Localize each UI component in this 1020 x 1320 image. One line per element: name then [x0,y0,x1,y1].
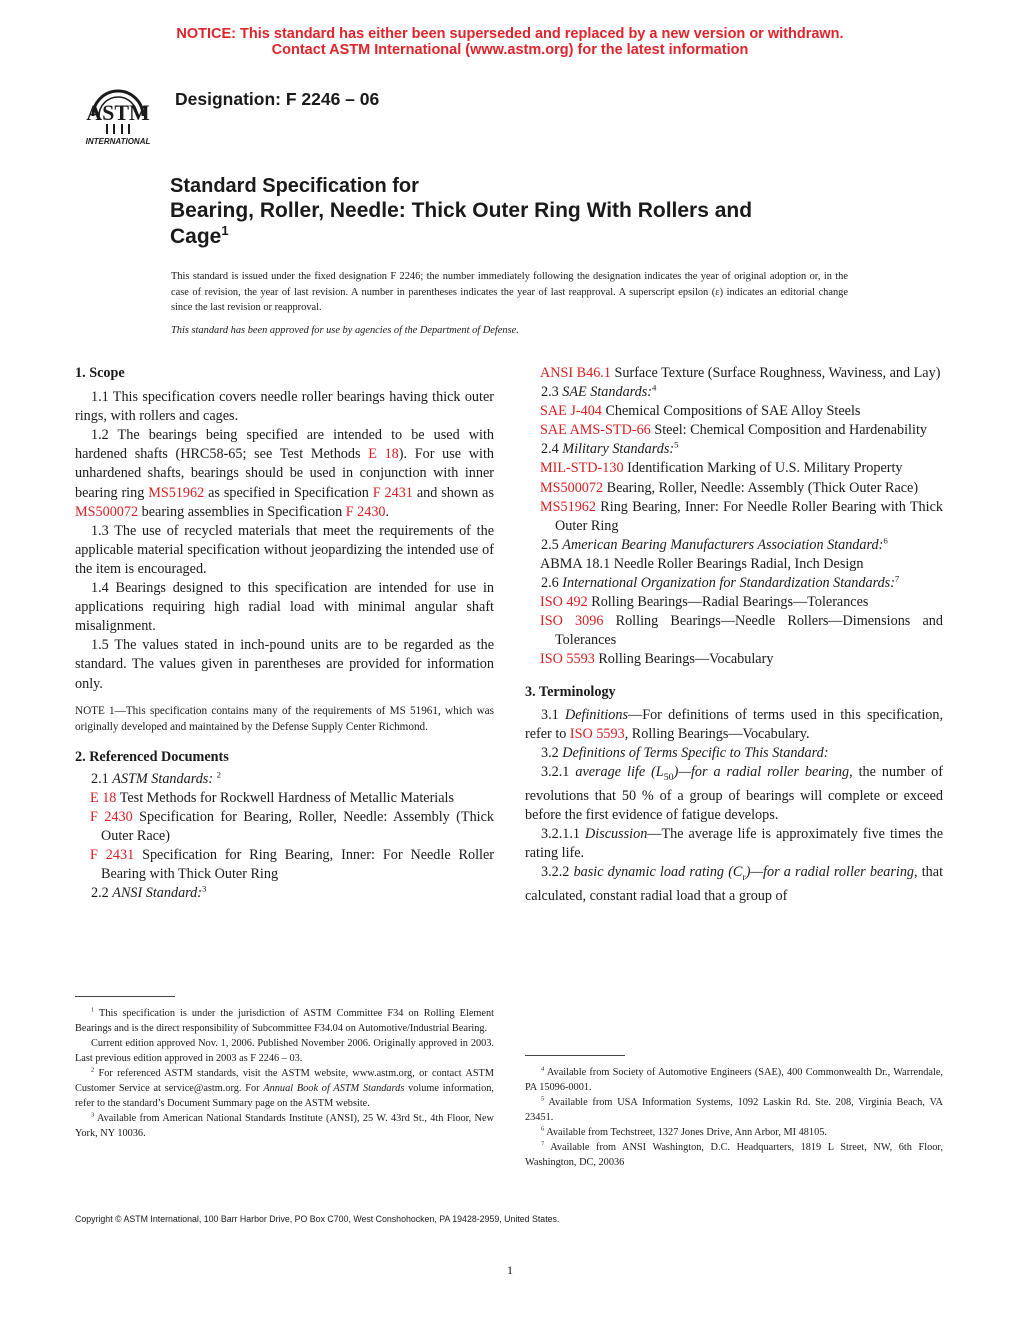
ref-iso-5593: ISO 5593 Rolling Bearings—Vocabulary [540,651,774,668]
title-line-3: Cage$^1$ [170,223,229,248]
link-iso-492[interactable]: ISO 492 [540,594,588,611]
ref-f2430: F 2430 Specification for Bearing, Roller, Needle: Assembly (Thick Outer Race) [90,808,494,844]
link-ref-ms51962[interactable]: MS51962 [540,498,596,515]
link-e18[interactable]: E 18 [368,446,399,463]
link-ms500072[interactable]: MS500072 [75,503,139,520]
link-ansi-b46[interactable]: ANSI B46.1 [540,365,611,381]
astm-logo-graphic [77,76,159,148]
right-column [525,364,943,906]
section-terminology-heading: 3. Terminology [525,683,616,700]
footnote-7: $^7$ Available from ANSI Washington, D.C. Headquarters, 1819 L Street, NW, 6th Floor, Washington, DC, 20036 [525,1140,943,1168]
ref-sae-j404: SAE J-404 Chemical Compositions of SAE Alloy Steels [540,403,861,420]
footnote-5: $^5$ Available from USA Information Systems, 1092 Laskin Rd. Ste. 208, Virginia Beach, VA 23451. [525,1095,943,1123]
dod-approval-note: This standard has been approved for use by agencies of the Department of Defense. [171,325,519,336]
para-1-3: 1.3 The use of recycled materials that meet the requirements of the applicable material specification without jeopardizing the intended use of the item is encouraged. [75,522,494,577]
footnote-1: $^1$ This specification is under the jurisdiction of ASTM Committee F34 on Rolling Element Bearings and is the direct responsibility of Subcommittee F34.04 on Automotive/Industrial Bearing. [75,1006,494,1034]
note-1: NOTE 1—This specification contains many of the requirements of MS 51961, which was originally developed and maintained by the Defense Supply Center Richmond. [75,704,494,733]
subsection-2-4: 2.4 Military Standards:$^5$ [541,439,679,458]
page-number: 1 [507,1263,513,1277]
subsection-2-1: 2.1 ASTM Standards: $^2$ [91,768,221,787]
footnote-3: $^3$ Available from American National Standards Institute (ANSI), 25 W. 43rd St., 4th Floor, New York, NY 10036. [75,1111,494,1139]
para-3-2: 3.2 Definitions of Terms Specific to This Standard: [541,744,829,761]
link-sae-j404[interactable]: SAE J-404 [540,403,602,420]
link-iso-5593[interactable]: ISO 5593 [540,651,595,668]
footnote-2: $^2$ For referenced ASTM standards, visit the ASTM website, www.astm.org, or contact ASTM Customer Service at service@astm.org. For Annual Book of ASTM Standards volume information, refer to the standard’s Document Summary page on the ASTM website. [75,1066,495,1109]
link-f2430[interactable]: F 2430 [345,503,386,520]
logo-letters: ASTM [86,100,150,125]
footnote-rule-right [525,1055,625,1056]
para-3-2-1: 3.2.1 average life $(L_{50})—for$ a radial roller bearing, the number of revolutions that 50 % of a group of bearings will complete or exceed before the first evidence of fatigue develops. [525,763,943,823]
ref-ms500072: MS500072 Bearing, Roller, Needle: Assembly (Thick Outer Race) [540,479,919,496]
logo-wordmark: INTERNATIONAL [85,137,151,146]
ref-ansi-b46: ANSI B46.1 Surface Texture (Surface Roughness, Waviness, and Lay) [540,365,941,381]
ref-abma: ABMA 18.1 Needle Roller Bearings Radial, Inch Design [540,555,864,572]
ref-sae-ams: SAE AMS-STD-66 Steel: Chemical Composition and Hardenability [540,422,927,439]
withdrawal-notice-line2: Contact ASTM International (www.astm.org) for the latest information [271,42,749,58]
footnote-1-edition: Current edition approved Nov. 1, 2006. Published November 2006. Originally approved in 2003. Last previous edition approved in 2003 as F 2246 – 03. [75,1038,494,1064]
document-title [170,174,930,250]
para-1-5: 1.5 The values stated in inch-pound units are to be regarded as the standard. The values given in parentheses are provided for information only. [75,637,494,692]
subsection-2-5: 2.5 American Bearing Manufacturers Association Standard:$^6$ [541,535,888,553]
subsection-2-3: 2.3 SAE Standards:$^4$ [541,382,657,401]
copyright-line: Copyright © ASTM International, 100 Barr Harbor Drive, PO Box C700, West Conshohocken, PA 19428-2959, United States. [75,1214,560,1224]
link-term-iso-5593[interactable]: ISO 5593 [569,725,625,742]
link-iso-3096[interactable]: ISO 3096 [540,613,604,630]
para-1-4: 1.4 Bearings designed to this specification are intended for use in applications requiring high radial load with minimal angular shaft misalignment. [75,580,494,635]
link-ref-ms500072[interactable]: MS500072 [540,479,604,496]
link-sae-ams[interactable]: SAE AMS-STD-66 [540,422,651,439]
link-f2431[interactable]: F 2431 [372,484,413,501]
astm-logo [77,76,159,148]
left-column [75,364,494,903]
para-1-2: 1.2 The bearings being specified are intended to be used with hardened shafts (HRC58-65; see Test Methods E 18). For use with unhardened shafts, bearings should be used in conjunction with inner bearing ring MS51962 as specified in Specification F 2431 and shown as MS500072 bearing assemblies in Specification F 2430. [75,427,495,520]
ref-f2431: F 2431 Specification for Ring Bearing, Inner: For Needle Roller Bearing with Thick Outer Ring [90,847,495,883]
link-ref-f2431[interactable]: F 2431 [90,847,135,864]
ref-ms51962: MS51962 Ring Bearing, Inner: For Needle Roller Bearing with Thick Outer Ring [540,498,943,534]
footnote-6: $^6$ Available from Techstreet, 1327 Jones Drive, Ann Arbor, MI 48105. [541,1125,827,1138]
para-3-1: 3.1 Definitions—For definitions of terms used in this specification, refer to ISO 5593, Rolling Bearings—Vocabulary. [525,706,943,742]
footnote-rule-left [75,996,175,997]
title-line-2: Bearing, Roller, Needle: Thick Outer Ring With Rollers and [170,199,753,222]
footnotes-left [75,1006,494,1141]
link-ref-f2430[interactable]: F 2430 [90,808,133,825]
subsection-2-6: 2.6 International Organization for Standardization Standards:$^7$ [541,573,900,592]
footnotes-right [525,1065,943,1170]
link-ref-e18[interactable]: E 18 [90,789,117,806]
ref-iso-3096: ISO 3096 Rolling Bearings—Needle Rollers—Dimensions and Tolerances [540,613,943,649]
link-ms51962[interactable]: MS51962 [148,484,205,501]
footnote-4: $^4$ Available from Society of Automotive Engineers (SAE), 400 Commonwealth Dr., Warrendale, PA 15096-0001. [525,1065,943,1093]
para-3-2-1-1: 3.2.1.1 Discussion—The average life is approximately five times the rating life. [525,825,944,862]
ref-mil-std-130: MIL-STD-130 Identification Marking of U.S. Military Property [540,460,903,477]
ref-iso-492: ISO 492 Rolling Bearings—Radial Bearings—Tolerances [540,594,869,611]
withdrawal-notice-line1: NOTICE: This standard has either been superseded and replaced by a new version or withdrawn. [176,26,844,42]
intro-paragraph: This standard is issued under the fixed designation F 2246; the number immediately following the designation indicates the year of original adoption or, in the case of revision, the year of last revision. A number in parentheses indicates the year of last reapproval. A superscript epsilon (ε) indicates an editorial change since the last revision or reapproval. [171,271,848,313]
para-3-2-2: 3.2.2 basic dynamic load rating $(C_r)—for$ a radial roller bearing, that calculated, constant radial load that a group of [525,864,944,905]
section-referenced-heading: 2. Referenced Documents [75,748,229,765]
section-scope-heading: 1. Scope [75,365,125,381]
designation: Designation: F 2246 – 06 [175,89,380,109]
ref-e18: E 18 Test Methods for Rockwell Hardness of Metallic Materials [90,789,454,806]
link-mil-std-130[interactable]: MIL-STD-130 [540,460,624,477]
subsection-2-2: 2.2 ANSI Standard:$^3$ [91,883,207,902]
title-line-1: Standard Specification for [170,175,419,197]
para-1-1: 1.1 This specification covers needle roller bearings having thick outer rings, with rollers and cages. [75,389,494,425]
